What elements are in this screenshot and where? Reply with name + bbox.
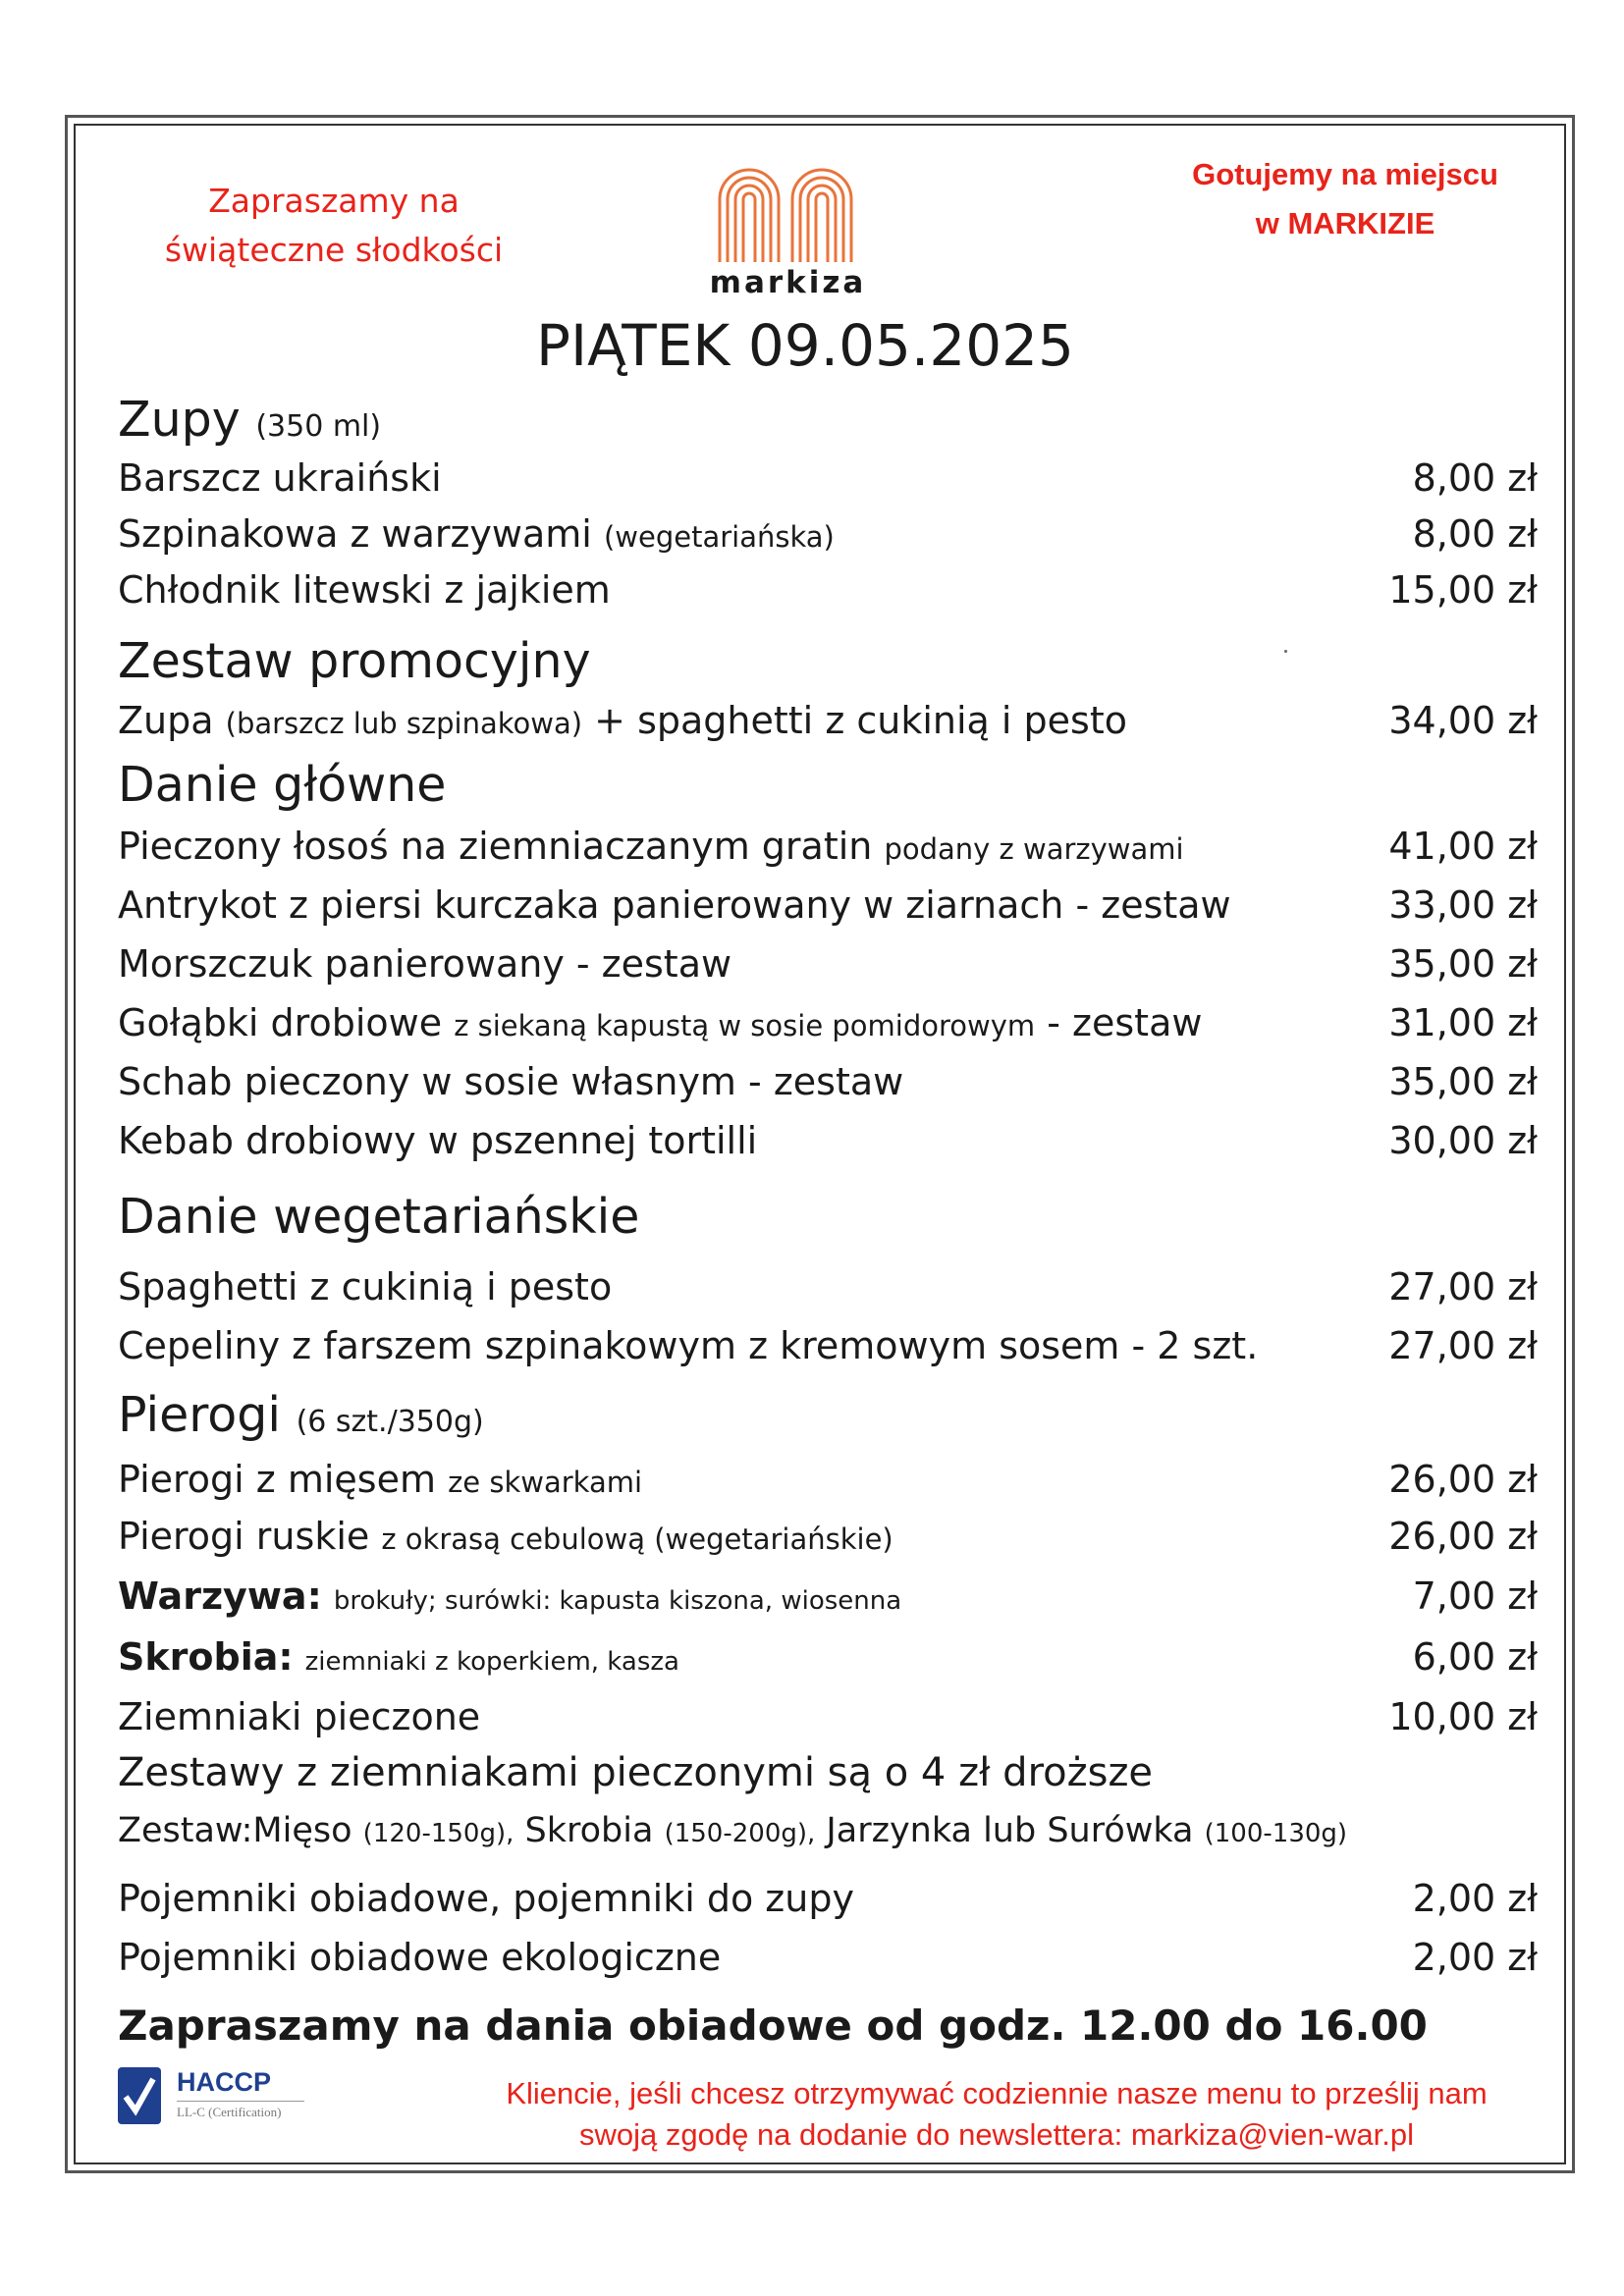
haccp-check-icon bbox=[116, 2065, 163, 2126]
stray-dot bbox=[1284, 650, 1287, 653]
section-title: Danie wegetariańskie bbox=[118, 1189, 640, 1245]
item-price: 30,00 zł bbox=[1388, 1119, 1538, 1162]
menu-item bbox=[118, 998, 1538, 1050]
menu-item bbox=[118, 881, 1538, 930]
menu-item bbox=[118, 1933, 1538, 1982]
ziemniaki-info: Zestawy z ziemniakami pieczonymi są o 4 zł droższe bbox=[118, 1750, 1154, 1795]
menu-item bbox=[118, 1572, 1538, 1626]
section-title: Zupy bbox=[118, 392, 241, 448]
item-price: 41,00 zł bbox=[1388, 825, 1538, 868]
item-price: 2,00 zł bbox=[1412, 1936, 1538, 1979]
item-name-cont: + spaghetti z cukinią i pesto bbox=[594, 699, 1127, 742]
item-note: z siekaną kapustą w sosie pomidorowym bbox=[454, 1009, 1036, 1042]
item-name: Gołąbki drobiowe bbox=[118, 1001, 443, 1044]
item-name: Antrykot z piersi kurczaka panierowany w ziarnach - zestaw bbox=[118, 883, 1231, 927]
item-price: 6,00 zł bbox=[1412, 1635, 1538, 1679]
zestaw-part-a-note: (120-150g), bbox=[362, 1819, 514, 1848]
section-zestaw-heading bbox=[118, 632, 591, 691]
item-name: Cepeliny z farszem szpinakowym z kremowym sosem - 2 szt. bbox=[118, 1324, 1259, 1367]
zestaw-part-c-note: (100-130g) bbox=[1204, 1819, 1348, 1848]
menu-item bbox=[118, 1512, 1538, 1564]
item-note: podany z warzywami bbox=[884, 832, 1184, 866]
promo-sweets bbox=[157, 177, 511, 275]
promo-sweets-line-2: świąteczne słodkości bbox=[164, 231, 504, 269]
promo-cooking-line-1: Gotujemy na miejscu bbox=[1192, 157, 1498, 191]
item-price: 34,00 zł bbox=[1388, 699, 1538, 742]
item-price: 27,00 zł bbox=[1388, 1265, 1538, 1308]
section-zupy-heading bbox=[118, 391, 381, 456]
item-note: (barszcz lub szpinakowa) bbox=[225, 707, 583, 740]
menu-item bbox=[118, 565, 1538, 614]
item-suffix: - zestaw bbox=[1047, 1001, 1203, 1044]
item-note: z okrasą cebulową (wegetariańskie) bbox=[381, 1522, 893, 1556]
item-name: Kebab drobiowy w pszennej tortilli bbox=[118, 1119, 758, 1162]
item-price: 15,00 zł bbox=[1388, 568, 1538, 612]
item-name: Pieczony łosoś na ziemniaczanym gratin bbox=[118, 825, 873, 868]
item-price: 26,00 zł bbox=[1388, 1515, 1538, 1558]
item-price: 33,00 zł bbox=[1388, 883, 1538, 927]
item-price: 2,00 zł bbox=[1412, 1877, 1538, 1920]
item-label: Warzywa: bbox=[118, 1575, 322, 1618]
item-name: Pierogi ruskie bbox=[118, 1515, 370, 1558]
section-title: Pierogi bbox=[118, 1387, 281, 1443]
section-pierogi-heading bbox=[118, 1386, 484, 1452]
zestaw-part-b: Skrobia bbox=[524, 1811, 654, 1850]
item-price: 35,00 zł bbox=[1388, 942, 1538, 986]
page-title-date: PIĄTEK 09.05.2025 bbox=[536, 312, 1074, 379]
item-note: ziemniaki z koperkiem, kasza bbox=[304, 1647, 679, 1677]
promo-sweets-line-1: Zapraszamy na bbox=[208, 182, 460, 220]
info-line bbox=[118, 1748, 1538, 1797]
item-name: Schab pieczony w sosie własnym - zestaw bbox=[118, 1060, 904, 1103]
menu-item bbox=[118, 696, 1538, 748]
item-name: Szpinakowa z warzywami bbox=[118, 512, 592, 556]
section-glowne-heading bbox=[118, 756, 446, 815]
newsletter-line-2: swoją zgodę na dodanie do newslettera: markiza@vien-war.pl bbox=[579, 2117, 1414, 2152]
item-name: Pojemniki obiadowe, pojemniki do zupy bbox=[118, 1877, 854, 1920]
section-wege-heading bbox=[118, 1188, 639, 1247]
item-note: ze skwarkami bbox=[448, 1466, 643, 1499]
item-price: 35,00 zł bbox=[1388, 1060, 1538, 1103]
menu-item bbox=[118, 1116, 1538, 1165]
menu-item bbox=[118, 1057, 1538, 1106]
menu-item bbox=[118, 509, 1538, 561]
item-name: Pojemniki obiadowe ekologiczne bbox=[118, 1936, 722, 1979]
haccp-sub: LL-C (Certification) bbox=[177, 2105, 282, 2119]
section-note: (6 szt./350g) bbox=[296, 1405, 484, 1439]
newsletter-line-1: Kliencie, jeśli chcesz otrzymywać codziennie nasze menu to prześlij nam bbox=[506, 2076, 1488, 2110]
promo-cooking bbox=[1159, 150, 1532, 248]
newsletter-info bbox=[432, 2073, 1561, 2156]
item-price: 27,00 zł bbox=[1388, 1324, 1538, 1367]
menu-item bbox=[118, 454, 1538, 503]
logo-text: markiza bbox=[709, 265, 867, 300]
item-price: 26,00 zł bbox=[1388, 1458, 1538, 1501]
item-price: 31,00 zł bbox=[1388, 1001, 1538, 1044]
menu-item bbox=[118, 1455, 1538, 1507]
menu-item bbox=[118, 1874, 1538, 1923]
item-name: Spaghetti z cukinią i pesto bbox=[118, 1265, 613, 1308]
menu-item bbox=[118, 939, 1538, 988]
markiza-logo-icon bbox=[712, 162, 859, 265]
menu-item bbox=[118, 1632, 1538, 1686]
haccp-badge bbox=[116, 2065, 312, 2126]
item-price: 7,00 zł bbox=[1412, 1575, 1538, 1618]
opening-hours: Zapraszamy na dania obiadowe od godz. 12.00 do 16.00 bbox=[118, 2002, 1428, 2050]
zestaw-part-c: Jarzynka lub Surówka bbox=[826, 1811, 1194, 1850]
menu-item bbox=[118, 1321, 1538, 1370]
item-note: brokuły; surówki: kapusta kiszona, wiosenna bbox=[333, 1586, 902, 1616]
info-line bbox=[118, 1806, 1538, 1858]
section-title: Zestaw promocyjny bbox=[118, 633, 591, 689]
zestaw-part-b-note: (150-200g), bbox=[664, 1819, 816, 1848]
item-name: Barszcz ukraiński bbox=[118, 456, 442, 500]
item-name: Morszczuk panierowany - zestaw bbox=[118, 942, 732, 986]
menu-item bbox=[118, 1692, 1538, 1741]
item-price: 8,00 zł bbox=[1412, 512, 1538, 556]
section-note: (350 ml) bbox=[255, 409, 382, 444]
promo-cooking-line-2: w MARKIZIE bbox=[1255, 206, 1435, 240]
haccp-title: HACCP bbox=[177, 2067, 272, 2097]
item-note: (wegetariańska) bbox=[603, 520, 835, 554]
menu-item bbox=[118, 1262, 1538, 1311]
zestaw-part-a: Zestaw:Mięso bbox=[118, 1811, 352, 1850]
item-name: Ziemniaki pieczone bbox=[118, 1695, 481, 1738]
item-name: Zupa bbox=[118, 699, 214, 742]
section-title: Danie główne bbox=[118, 757, 447, 813]
item-name: Chłodnik litewski z jajkiem bbox=[118, 568, 611, 612]
item-price: 10,00 zł bbox=[1388, 1695, 1538, 1738]
item-name: Pierogi z mięsem bbox=[118, 1458, 436, 1501]
menu-item bbox=[118, 822, 1538, 874]
item-label: Skrobia: bbox=[118, 1635, 294, 1679]
item-price: 8,00 zł bbox=[1412, 456, 1538, 500]
